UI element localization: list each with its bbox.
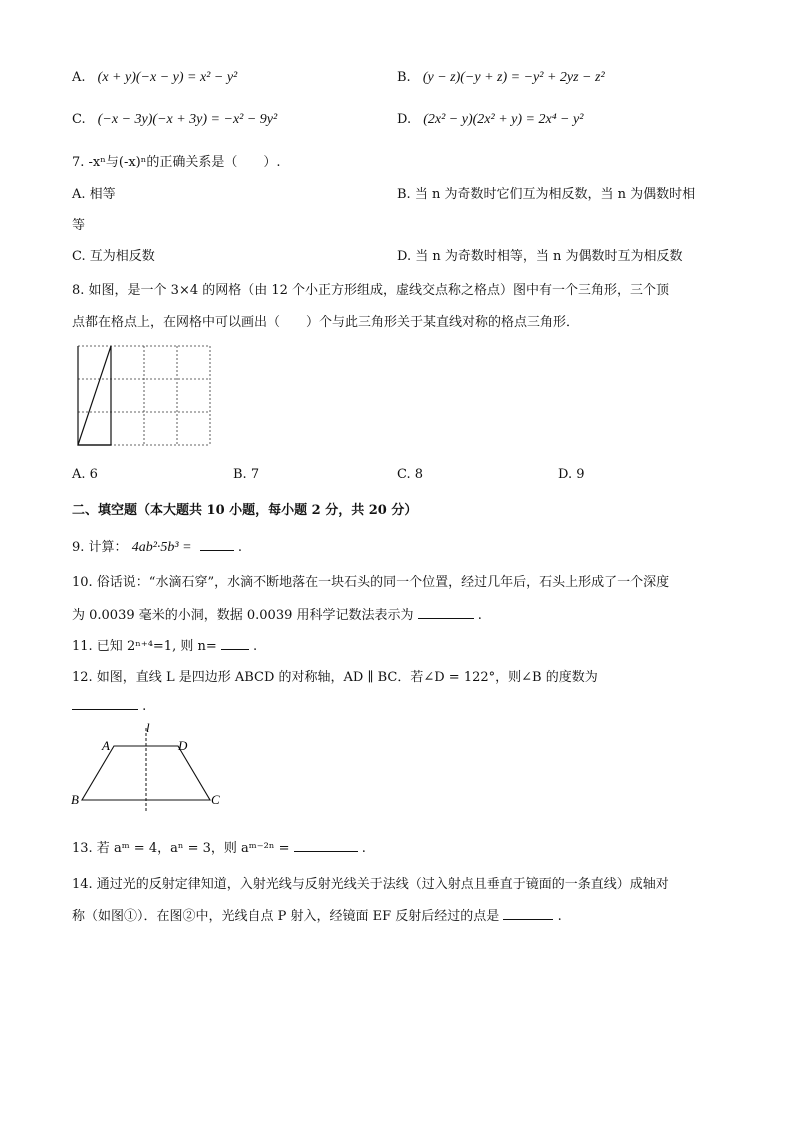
q6-option-b-label: B. [397, 70, 411, 85]
label-c: C [211, 792, 220, 807]
q11-suffix: . [253, 639, 258, 654]
q8-option-a: A. 6 [72, 467, 98, 482]
q12-suffix: . [142, 699, 147, 714]
q6-option-d-expr: (2x² − y)(2x² + y) = 2x⁴ − y² [423, 112, 584, 127]
section-2-heading: 二、填空题（本大题共 10 小题，每小题 2 分，共 20 分） [72, 503, 418, 518]
q8-option-b: B. 7 [233, 467, 260, 482]
q9 [72, 536, 242, 556]
q6-option-c [72, 112, 277, 128]
q6-option-b [397, 70, 605, 86]
q10-answer-blank[interactable] [418, 606, 474, 619]
q10-line1: 10. 俗话说：“水滴石穿”，水滴不断地落在一块石头的同一个位置，经过几年后，石头上形成了一个深度 [72, 575, 670, 590]
q11-prefix: 11. 已知 2ⁿ⁺⁴=1, 则 n= [72, 639, 217, 654]
q13 [72, 837, 366, 856]
q12-trapezoid-figure [68, 722, 228, 814]
q14-line2: 称（如图①）．在图②中，光线自点 P 射入，经镜面 EF 反射后经过的点是 [72, 909, 500, 924]
q11-answer-blank[interactable] [221, 637, 249, 650]
q9-prefix: 9. 计算： [72, 540, 128, 555]
q12-line1: 12. 如图，直线 L 是四边形 ABCD 的对称轴，AD ∥ BC．若∠D = 122°，则∠B 的度数为 [72, 670, 598, 685]
q6-option-a-expr: (x + y)(−x − y) = x² − y² [97, 70, 238, 85]
q12-answer-blank[interactable] [72, 697, 138, 710]
q6-option-d-label: D. [397, 112, 412, 127]
q13-suffix: . [361, 841, 366, 856]
q8-grid-figure [76, 344, 214, 448]
q13-answer-blank[interactable] [294, 839, 358, 852]
q14-line2-wrap [72, 905, 562, 924]
q7-option-b-line1: B. 当 n 为奇数时它们互为相反数，当 n 为偶数时相 [397, 187, 696, 202]
grid-dashed-lines [78, 346, 210, 445]
q9-answer-blank[interactable] [200, 538, 234, 551]
label-b: B [71, 792, 79, 807]
grid-triangle [78, 346, 111, 445]
q6-option-c-label: C. [72, 112, 86, 127]
q8-option-d: D. 9 [558, 467, 585, 482]
q11 [72, 635, 257, 654]
q10-suffix: . [477, 608, 482, 623]
q8-stem-line2: 点都在格点上，在网格中可以画出（ ）个与此三角形关于某直线对称的格点三角形． [72, 315, 580, 330]
q9-suffix: . [237, 540, 242, 555]
q14-line1: 14. 通过光的反射定律知道，入射光线与反射光线关于法线（过入射点且垂直于镜面的一条直线）成轴对 [72, 877, 669, 892]
label-a: A [102, 738, 110, 753]
q13-prefix: 13. 若 aᵐ = 4，aⁿ = 3，则 aᵐ⁻²ⁿ = [72, 841, 290, 856]
q8-stem-line1: 8. 如图，是一个 3×4 的网格（由 12 个小正方形组成，虚线交点称之格点）图中有一个三角形，三个顶 [72, 283, 670, 298]
label-d: D [178, 738, 188, 753]
q6-option-d [397, 112, 583, 128]
label-l: l [146, 722, 150, 735]
q8-option-c: C. 8 [397, 467, 424, 482]
q14-answer-blank[interactable] [503, 907, 553, 920]
q7-option-b-line2: 等 [72, 218, 86, 233]
q6-option-a [72, 70, 237, 86]
q14-suffix: . [557, 909, 562, 924]
q7-option-d: D. 当 n 为奇数时相等，当 n 为偶数时互为相反数 [397, 249, 683, 264]
q6-option-a-label: A. [72, 70, 86, 85]
q10-line2: 为 0.0039 毫米的小洞，数据 0.0039 用科学记数法表示为 [72, 608, 414, 623]
q9-expr: 4ab²·5b³ = [131, 540, 192, 555]
q7-option-a: A. 相等 [72, 187, 116, 202]
q6-option-b-expr: (y − z)(−y + z) = −y² + 2yz − z² [422, 70, 605, 85]
q6-option-c-expr: (−x − 3y)(−x + 3y) = −x² − 9y² [97, 112, 278, 127]
q7-option-c: C. 互为相反数 [72, 249, 155, 264]
q12-line2 [72, 697, 146, 714]
q10-line2-wrap [72, 604, 482, 623]
q7-stem: 7. -xⁿ与(-x)ⁿ的正确关系是（ ）. [72, 155, 281, 170]
